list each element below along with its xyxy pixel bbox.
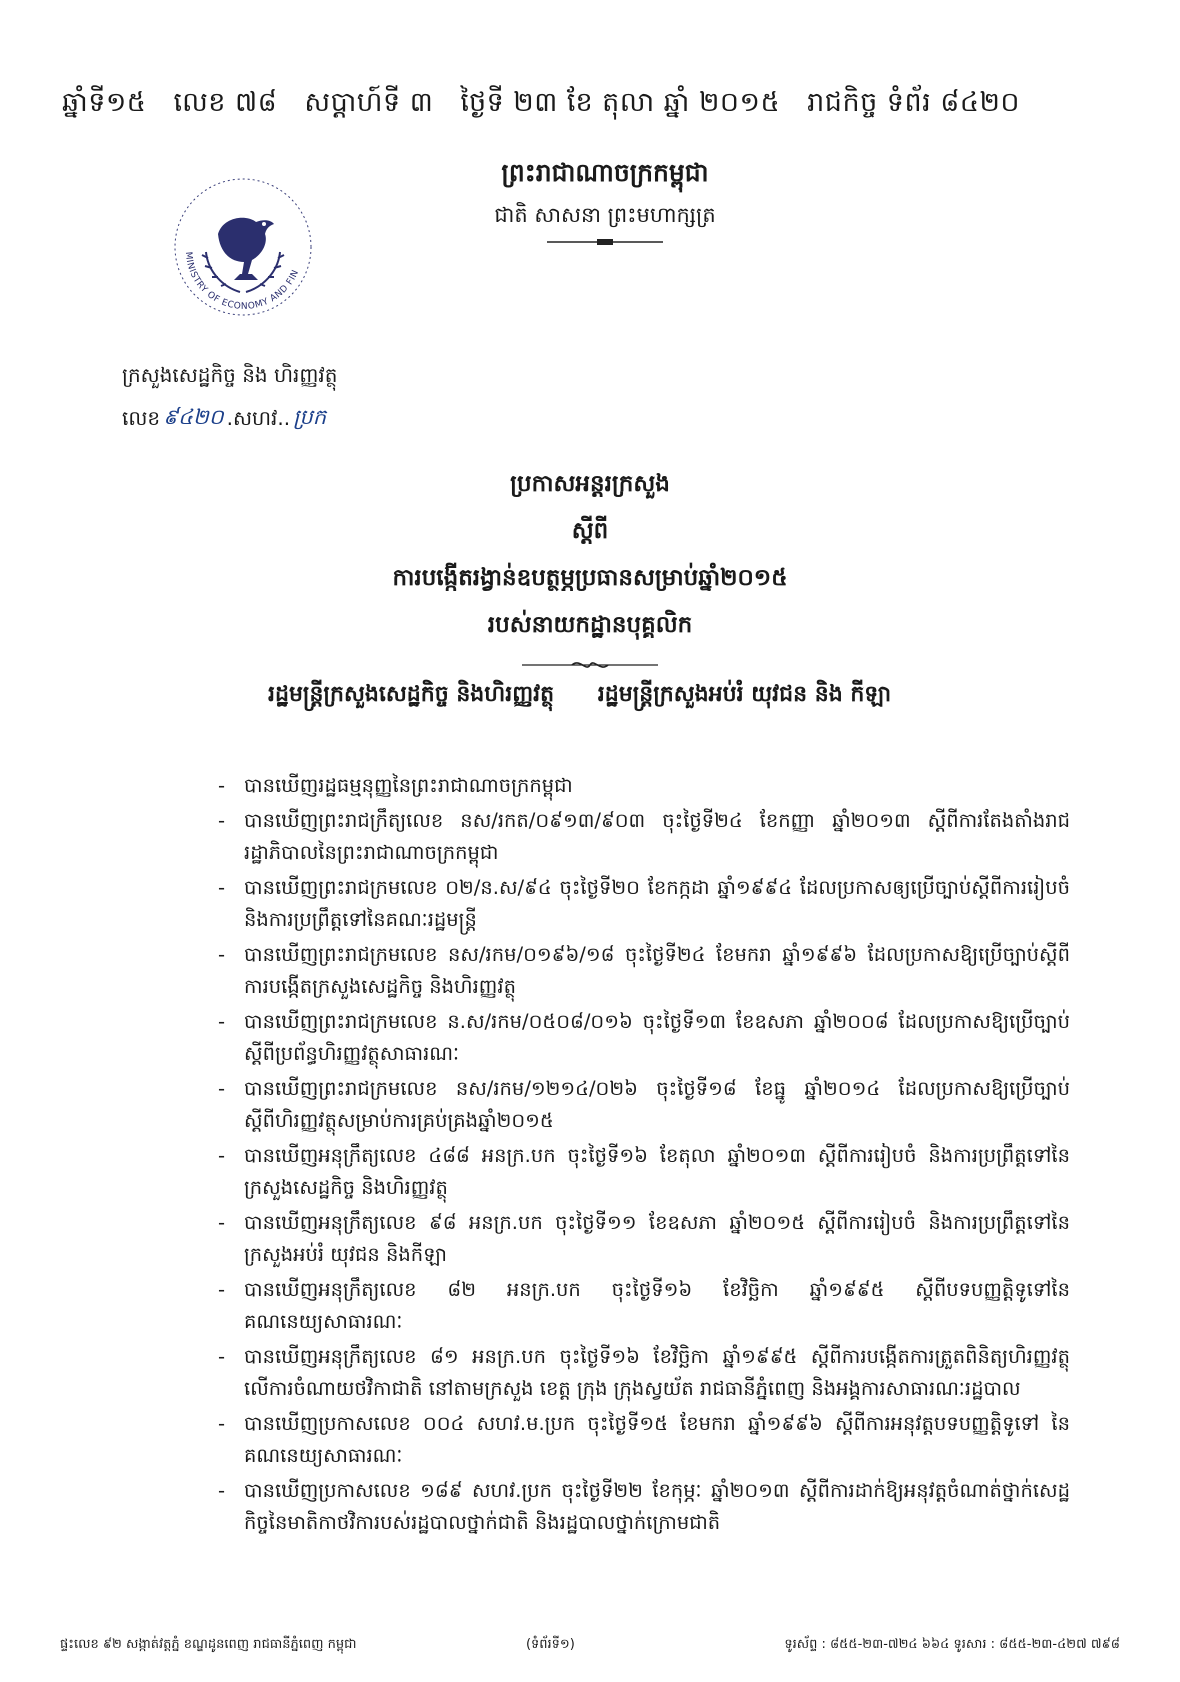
- list-item: - បានឃើញព្រះរាជក្រមលេខ នស/រកម/០១៩៦/១៨ ចុះថ្ងៃទី២៤ ខែមករា ឆ្នាំ១៩៩៦ ដែលប្រកាសឱ្យប្រើច្បាប់ស្តីពីការបង្កើតក្រសួងសេដ្ឋកិច្ច និងហិរញ្ញវត្ថុ: [210, 939, 1070, 1003]
- list-item: - បានឃើញព្រះរាជក្រឹត្យលេខ នស/រកត/០៩១៣/៩០៣ ចុះថ្ងៃទី២៤ ខែកញ្ញា ឆ្នាំ២០១៣ ស្តីពីការតែងតាំងរាជរដ្ឋាភិបាលនៃព្រះរាជាណាចក្រកម្ពុជា: [210, 805, 1070, 869]
- document-title: [220, 470, 960, 672]
- ministry-name: ក្រសួងសេដ្ឋកិច្ច និង ហិរញ្ញវត្ថុ: [122, 363, 338, 387]
- list-item: - បានឃើញអនុក្រឹត្យលេខ ៨២ អនក្រ.បក ចុះថ្ងៃទី១៦ ខែវិច្ឆិកា ឆ្នាំ១៩៩៥ ស្តីពីបទបញ្ញត្តិទូទៅនៃគណនេយ្យសាធារណៈ: [210, 1274, 1070, 1338]
- legal-citations-list: [210, 770, 1070, 1542]
- footer-address: ផ្ទះលេខ ៩២ សង្កាត់វត្តភ្នំ ខណ្ឌដូនពេញ រាជធានីភ្នំពេញ កម្ពុជា: [60, 1637, 357, 1652]
- list-item: - បានឃើញអនុក្រឹត្យលេខ ៤៨៨ អនក្រ.បក ចុះថ្ងៃទី១៦ ខែតុលា ឆ្នាំ២០១៣ ស្តីពីការរៀបចំ និងការប្រព្រឹត្តទៅនៃក្រសួងសេដ្ឋកិច្ច និងហិរញ្ញវត្ថុ: [210, 1140, 1070, 1204]
- gazette-page: រាជកិច្ច ទំព័រ ៨៤២០: [807, 87, 1021, 118]
- minister-economy-finance: រដ្ឋមន្ត្រីក្រសួងសេដ្ឋកិច្ច និងហិរញ្ញវត្ថុ: [268, 681, 555, 707]
- title-flourish-ornament: [520, 658, 660, 672]
- list-item: - បានឃើញអនុក្រឹត្យលេខ ៩៨ អនក្រ.បក ចុះថ្ងៃទី១១ ខែឧសភា ឆ្នាំ២០១៥ ស្តីពីការរៀបចំ និងការប្រព្រឹត្តទៅនៃក្រសួងអប់រំ យុវជន និងកីឡា: [210, 1207, 1070, 1271]
- list-item: - បានឃើញប្រកាសលេខ ០០៤ សហវ.ម.ប្រក ចុះថ្ងៃទី១៥ ខែមករា ឆ្នាំ១៩៩៦ ស្តីពីការអនុវត្តបទបញ្ញត្តិទូទៅ នៃគណនេយ្យសាធារណៈ: [210, 1408, 1070, 1472]
- title-line-1: ប្រកាសអន្តរក្រសួង: [510, 470, 670, 497]
- title-line-2: ស្តីពី: [571, 517, 609, 544]
- list-item: - បានឃើញប្រកាសលេខ ១៨៩ សហវ.ប្រក ចុះថ្ងៃទី២២ ខែកុម្ភៈ ឆ្នាំ២០១៣ ស្តីពីការដាក់ឱ្យអនុវត្តចំណាត់ថ្នាក់សេដ្ឋកិច្ចនៃមាតិកាថវិការបស់រដ្ឋបាលថ្នាក់ជាតិ និងរដ្ឋបាលថ្នាក់ក្រោមជាតិ: [210, 1475, 1070, 1539]
- kingdom-title: ព្រះរាជាណាចក្រកម្ពុជា: [501, 158, 709, 187]
- list-item: - បានឃើញព្រះរាជក្រមលេខ ០២/ន.ស/៩៤ ចុះថ្ងៃទី២០ ខែកក្កដា ឆ្នាំ១៩៩៤ ដែលប្រកាសឲ្យប្រើច្បាប់ស្តីពីការរៀបចំ និងការប្រព្រឹត្តទៅនៃគណៈរដ្ឋមន្ត្រី: [210, 872, 1070, 936]
- gazette-week: សប្តាហ៍ទី ៣: [304, 87, 434, 118]
- gazette-year: ឆ្នាំទី១៥: [62, 87, 147, 118]
- list-item: - បានឃើញព្រះរាជក្រមលេខ ន.ស/រកម/០៥០៨/០១៦ ចុះថ្ងៃទី១៣ ខែឧសភា ឆ្នាំ២០០៨ ដែលប្រកាសឱ្យប្រើច្បាប់ស្តីពីប្រព័ន្ធហិរញ្ញវត្ថុសាធារណៈ: [210, 1006, 1070, 1070]
- gazette-issue: លេខ ៧៨: [173, 87, 278, 118]
- ministry-block: [122, 362, 337, 435]
- title-line-4: របស់នាយកដ្ឋានបុគ្គលិក: [487, 611, 693, 638]
- national-motto: ជាតិ សាសនា ព្រះមហាក្សត្រ: [494, 203, 716, 227]
- ministry-seal-icon: [168, 172, 318, 327]
- kingdom-heading: [440, 158, 770, 247]
- list-item: - បានឃើញរដ្ឋធម្មនុញ្ញនៃព្រះរាជាណាចក្រកម្ពុជា: [210, 770, 1070, 802]
- gazette-date: ថ្ងៃទី ២៣ ខែ តុលា ឆ្នាំ ២០១៥: [460, 87, 781, 118]
- bird-emblem-icon: [218, 218, 274, 280]
- ref-prefix: លេខ: [122, 405, 161, 430]
- ref-number-handwritten: ៩៤២០: [163, 405, 224, 429]
- list-item: - បានឃើញអនុក្រឹត្យលេខ ៨១ អនក្រ.បក ចុះថ្ងៃទី១៦ ខែវិច្ឆិកា ឆ្នាំ១៩៩៥ ស្តីពីការបង្កើតការត្រួតពិនិត្យហិរញ្ញវត្ថុ លើការចំណាយថវិកាជាតិ នៅតាមក្រសួង ខេត្ត ក្រុង ក្រុងស្វយ័ត រាជធានីភ្នំពេញ និងអង្គការសាធារណៈរដ្ឋបាល: [210, 1341, 1070, 1405]
- issuing-ministers: [268, 680, 891, 712]
- title-line-3: ការបង្កើតរង្វាន់ឧបត្ថម្ភប្រធានសម្រាប់ឆ្នាំ២០១៥: [392, 564, 788, 591]
- ref-type-handwritten: ប្រក: [293, 405, 327, 429]
- ref-suffix: .សហវ..: [226, 405, 291, 430]
- seal-text: MINISTRY OF ECONOMY AND FIN: [182, 251, 302, 312]
- gazette-header: [62, 86, 1112, 125]
- reference-number: [122, 404, 337, 435]
- minister-education: រដ្ឋមន្ត្រីក្រសួងអប់រំ យុវជន និង កីឡា: [597, 681, 892, 707]
- footer-contact: ទូរស័ព្ទ : ៨៥៥-២៣-៧២៤ ៦៦៤ ទូរសារ : ៨៥៥-២៣-៤២៧ ៧៩៨: [784, 1637, 1120, 1652]
- page-footer: [60, 1636, 1120, 1655]
- footer-page-number: (ទំព័រទី១): [525, 1637, 575, 1652]
- ministry-seal: [168, 172, 318, 331]
- list-item: - បានឃើញព្រះរាជក្រមលេខ នស/រកម/១២១៤/០២៦ ចុះថ្ងៃទី១៨ ខែធ្នូ ឆ្នាំ២០១៤ ដែលប្រកាសឱ្យប្រើច្បាប់ស្តីពីហិរញ្ញវត្ថុសម្រាប់ការគ្រប់គ្រងឆ្នាំ២០១៥: [210, 1073, 1070, 1137]
- motto-divider-ornament: [545, 237, 665, 247]
